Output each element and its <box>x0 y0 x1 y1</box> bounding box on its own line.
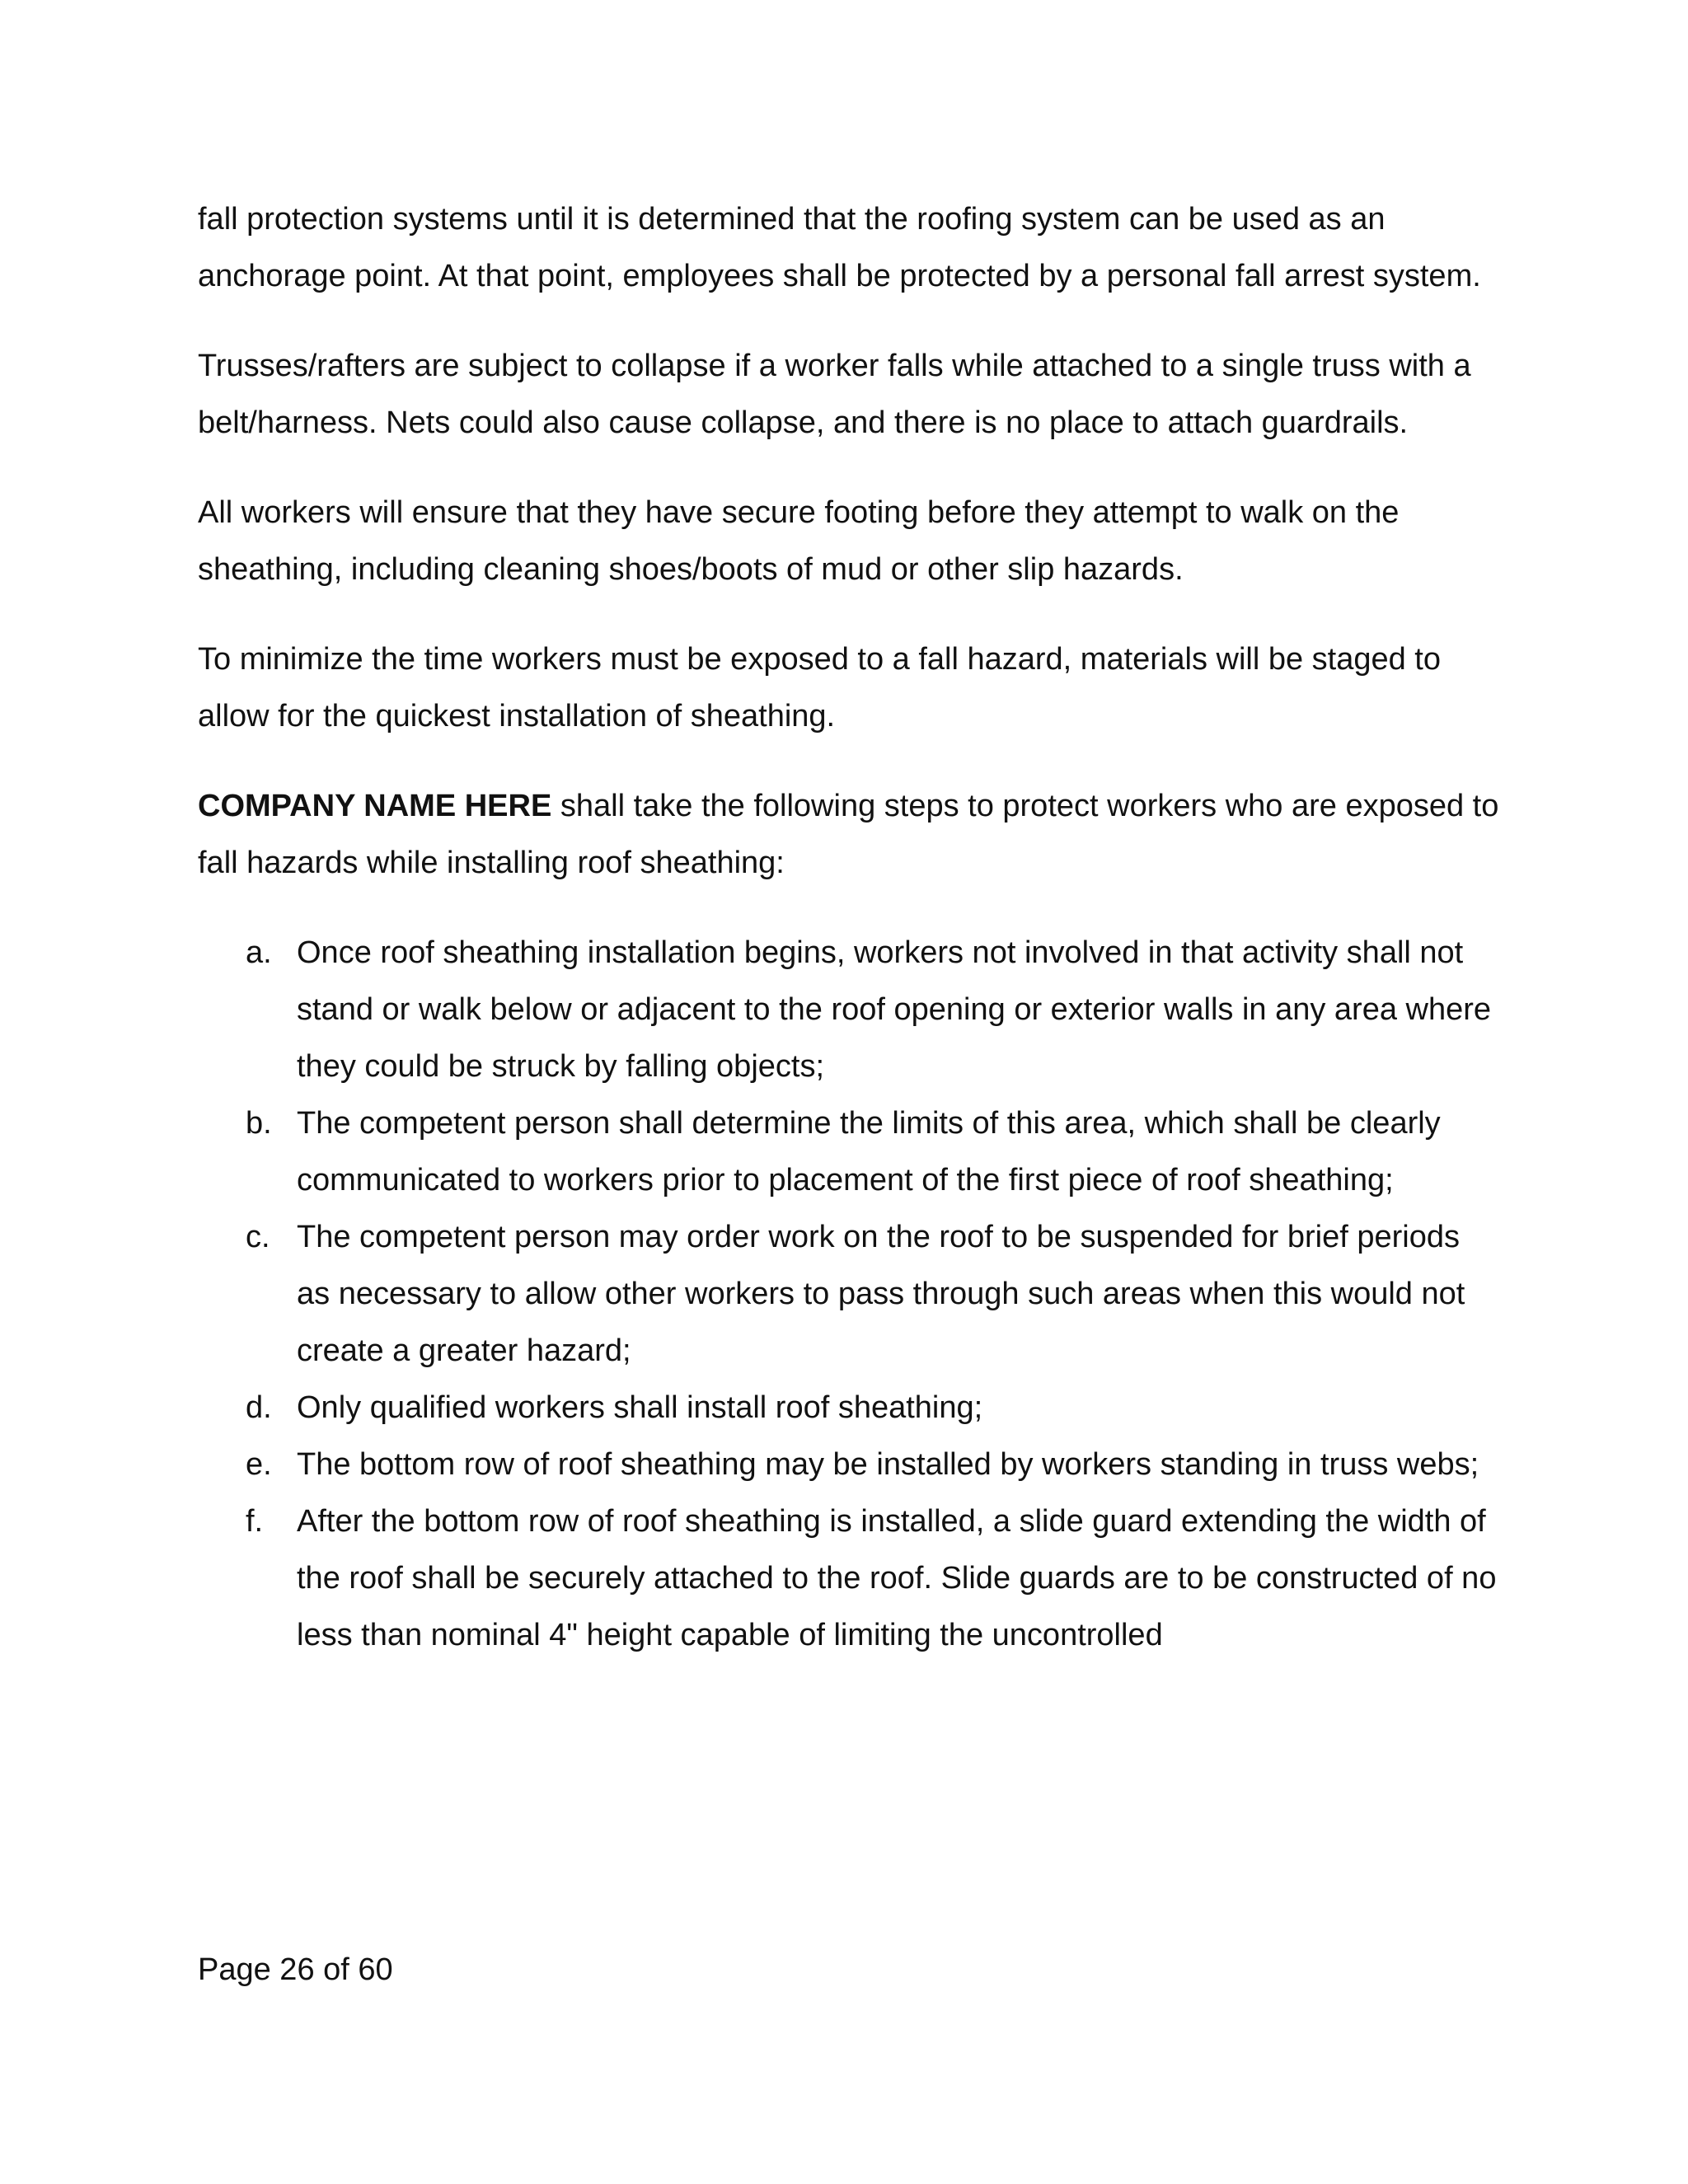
list-item-text: Once roof sheathing installation begins, workers not involved in that activity shall not stand or walk below or adjacent to the roof opening or exterior walls in any area where they could be struck by falling objects; <box>297 935 1492 1084</box>
paragraph-trusses: Trusses/rafters are subject to collapse if a worker falls while attached to a single truss with a belt/harness. Nets could also cause collapse, and there is no place to attach guardrails. <box>198 349 1471 440</box>
list-item-text: After the bottom row of roof sheathing is installed, a slide guard extending the width of the roof shall be securely attached to the roof. Slide guards are to be constructed of no less than nominal 4" height capable of limiting the uncontrolled <box>297 1504 1497 1652</box>
paragraph-intro <box>198 778 1500 892</box>
list-item-c <box>198 1209 1500 1380</box>
list-item-text: The competent person may order work on the roof to be suspended for brief periods as necessary to allow other workers to pass through such areas when this would not create a greater hazard; <box>297 1220 1465 1368</box>
paragraph-footing: All workers will ensure that they have secure footing before they attempt to walk on the sheathing, including cleaning shoes/boots of mud or other slip hazards. <box>198 495 1400 587</box>
list-marker: b. <box>246 1106 272 1141</box>
list-item-b <box>198 1095 1500 1209</box>
page-content <box>198 191 1500 1664</box>
steps-list <box>198 925 1500 1664</box>
list-marker: e. <box>246 1447 272 1482</box>
paragraph-materials: To minimize the time workers must be exposed to a fall hazard, materials will be staged to allow for the quickest installation of sheathing. <box>198 642 1441 733</box>
list-item-text: The bottom row of roof sheathing may be installed by workers standing in truss webs; <box>297 1447 1479 1482</box>
list-marker: c. <box>246 1220 270 1254</box>
list-item-e <box>198 1436 1500 1493</box>
list-item-d <box>198 1380 1500 1436</box>
page-number: Page 26 of 60 <box>198 1952 393 1987</box>
company-name: COMPANY NAME HERE <box>198 789 552 823</box>
list-item-a <box>198 925 1500 1095</box>
intro-text: shall take the following steps to protect workers who are exposed to fall hazards while installing roof sheathing: <box>198 789 1499 880</box>
list-marker: f. <box>246 1504 264 1539</box>
list-marker: d. <box>246 1390 272 1425</box>
paragraph-anchorage: fall protection systems until it is determined that the roofing system can be used as an anchorage point. At that point, employees shall be protected by a personal fall arrest system. <box>198 202 1481 293</box>
list-item-text: The competent person shall determine the limits of this area, which shall be clearly communicated to workers prior to placement of the first piece of roof sheathing; <box>297 1106 1441 1197</box>
list-marker: a. <box>246 935 272 970</box>
list-item-f <box>198 1493 1500 1664</box>
list-item-text: Only qualified workers shall install roof sheathing; <box>297 1390 983 1425</box>
